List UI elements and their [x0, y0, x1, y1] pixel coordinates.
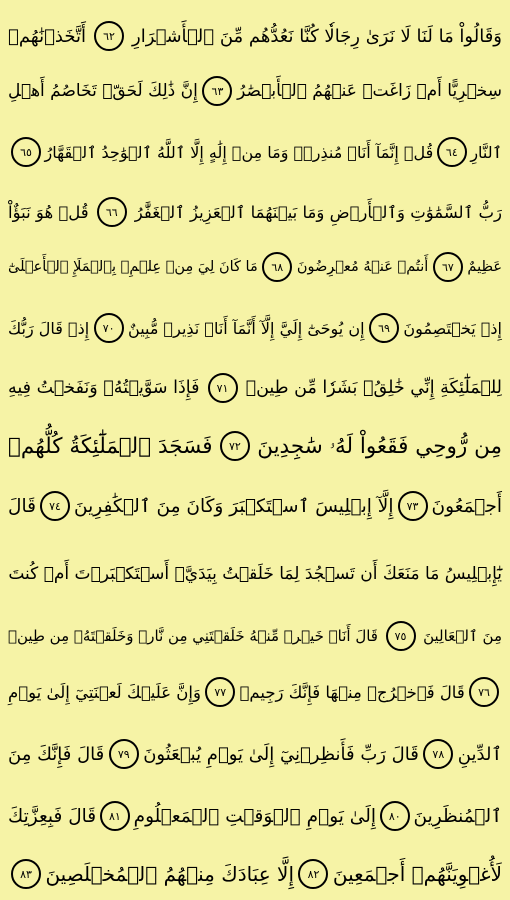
verse-text: لِلۡمَلَٰٓئِكَةِ إِنِّي خَٰلِقُۢ بَشَرٗا مِّن طِينٖ [245, 378, 502, 398]
text-line [8, 550, 502, 598]
verse-text: وَإِنَّ عَلَيۡكَ لَعۡنَتِيٓ إِلَىٰ يَوۡمِ [8, 682, 201, 702]
verse-text: فَإِذَا سَوَّيۡتُهُۥ وَنَفَخۡتُ فِيهِ [8, 378, 200, 398]
verse-text: أَنتُمۡ عَنۡهُ مُعۡرِضُونَ [296, 259, 429, 275]
verse-number-marker: ٧٠ [94, 313, 124, 343]
text-line [8, 422, 502, 470]
text-line [8, 12, 502, 60]
verse-text: قُلۡ إِنَّمَآ أَنَا۠ مُنذِرٞۖ وَمَا مِنۡ إِلَٰهٍ إِلَّا ٱللَّهُ ٱلۡوَٰحِدُ ٱلۡقَهَّارُ [44, 142, 434, 162]
verse-number-marker: ٦٣ [202, 76, 232, 106]
verse-number-marker: ٧٧ [205, 677, 235, 707]
verse-number-marker: ٦٨ [262, 252, 292, 282]
text-line [8, 612, 502, 660]
verse-number-marker: ٧٨ [423, 739, 453, 769]
verse-text: فَسَجَدَ ٱلۡمَلَٰٓئِكَةُ كُلُّهُمۡ [8, 433, 213, 459]
verse-number-marker: ٧٣ [398, 491, 428, 521]
verse-number-marker: ٨٢ [298, 859, 328, 889]
text-line [8, 243, 502, 291]
text-line [8, 730, 502, 778]
verse-text: قَالَ [8, 495, 36, 517]
text-line [8, 67, 502, 115]
verse-text: قُلۡ هُوَ نَبَؤٌاْ [8, 202, 89, 222]
verse-number-marker: ٦٦ [97, 197, 127, 227]
verse-number-marker: ٦٩ [369, 313, 399, 343]
text-line [8, 792, 502, 840]
verse-text: مَا كَانَ لِيَ مِنۡ عِلۡمِۭ بِٱلۡمَلَإِ ٱلۡأَعۡلَىٰٓ [8, 259, 258, 275]
verse-number-marker: ٦٧ [433, 252, 463, 282]
verse-text: إِلَىٰ يَوۡمِ ٱلۡوَقۡتِ ٱلۡمَعۡلُومِ [133, 805, 376, 827]
verse-number-marker: ٨٠ [380, 801, 410, 831]
verse-number-marker: ٧٤ [40, 491, 70, 521]
text-line [8, 364, 502, 412]
verse-text: إِلَّآ إِبۡلِيسَ ٱسۡتَكۡبَرَ وَكَانَ مِنَ ٱلۡكَٰفِرِينَ [74, 495, 394, 517]
verse-text: إِلَّا عِبَادَكَ مِنۡهُمُ ٱلۡمُخۡلَصِينَ [45, 862, 295, 886]
verse-number-marker: ٦٢ [94, 21, 124, 51]
verse-text: قَالَ فَبِعِزَّتِكَ [8, 805, 97, 827]
text-line [8, 482, 502, 530]
verse-text: إِن يُوحَىٰٓ إِلَيَّ إِلَّآ أَنَّمَآ أَنَا۠ نَذِيرٞ مُّبِينٌ [128, 318, 365, 338]
text-line [8, 850, 502, 898]
verse-text: قَالَ فَٱخۡرُجۡ مِنۡهَا فَإِنَّكَ رَجِيمٞ [239, 682, 465, 702]
text-line [8, 668, 502, 716]
verse-text: يَٰٓإِبۡلِيسُ مَا مَنَعَكَ أَن تَسۡجُدَ لِمَا خَلَقۡتُ بِيَدَيَّۖ أَسۡتَكۡبَرۡتَ أَمۡ كُنتَ [8, 564, 502, 584]
text-line [8, 188, 502, 236]
verse-text: رَبُّ ٱلسَّمَٰوَٰتِ وَٱلۡأَرۡضِ وَمَا بَيۡنَهُمَا ٱلۡعَزِيزُ ٱلۡغَفَّٰرُ [134, 202, 502, 222]
verse-number-marker: ٨٣ [11, 859, 41, 889]
verse-text: أَجۡمَعُونَ [431, 495, 502, 517]
verse-text: مِن رُّوحِي فَقَعُواْ لَهُۥ سَٰجِدِينَ [257, 433, 502, 459]
verse-text: عَظِيمٌ [467, 259, 502, 275]
text-line [8, 128, 502, 176]
verse-text: ٱلۡمُنظَرِينَ [413, 805, 502, 827]
verse-number-marker: ٨١ [100, 801, 130, 831]
verse-text: قَالَ رَبِّ فَأَنظِرۡنِيٓ إِلَىٰ يَوۡمِ يُبۡعَثُونَ [143, 743, 419, 765]
verse-text: قَالَ فَإِنَّكَ مِنَ [8, 743, 105, 765]
verse-text: قَالَ أَنَا۠ خَيۡرٞ مِّنۡهُ خَلَقۡتَنِي مِن نَّارٖ وَخَلَقۡتَهُۥ مِن طِينٖ [8, 627, 378, 645]
verse-text: إِذۡ يَخۡتَصِمُونَ [403, 318, 502, 338]
verse-number-marker: ٧٦ [469, 677, 499, 707]
verse-text: ٱلنَّارِ [470, 142, 502, 162]
verse-number-marker: ٧٢ [220, 431, 250, 461]
verse-number-marker: ٦٥ [11, 137, 41, 167]
verse-text: أَتَّخَذۡنَٰهُمۡ [8, 25, 86, 47]
verse-text: إِذۡ قَالَ رَبُّكَ [8, 318, 90, 338]
verse-text: لَأُغۡوِيَنَّهُمۡ أَجۡمَعِينَ [332, 862, 502, 886]
text-line [8, 304, 502, 352]
verse-text: ٱلدِّينِ [457, 743, 502, 765]
verse-text: سِخۡرِيًّا أَمۡ زَاغَتۡ عَنۡهُمُ ٱلۡأَبۡصَٰرُ [237, 81, 502, 101]
verse-number-marker: ٦٤ [437, 137, 467, 167]
verse-number-marker: ٧١ [208, 373, 238, 403]
verse-text: مِنَ ٱلۡعَالِينَ [423, 627, 502, 645]
verse-number-marker: ٧٥ [386, 621, 416, 651]
verse-number-marker: ٧٩ [109, 739, 139, 769]
verse-text: وَقَالُواْ مَا لَنَا لَا نَرَىٰ رِجَالٗا كُنَّا نَعُدُّهُم مِّنَ ٱلۡأَشۡرَارِ [132, 25, 502, 47]
verse-text: إِنَّ ذَٰلِكَ لَحَقّٞ تَخَاصُمُ أَهۡلِ [8, 81, 198, 101]
